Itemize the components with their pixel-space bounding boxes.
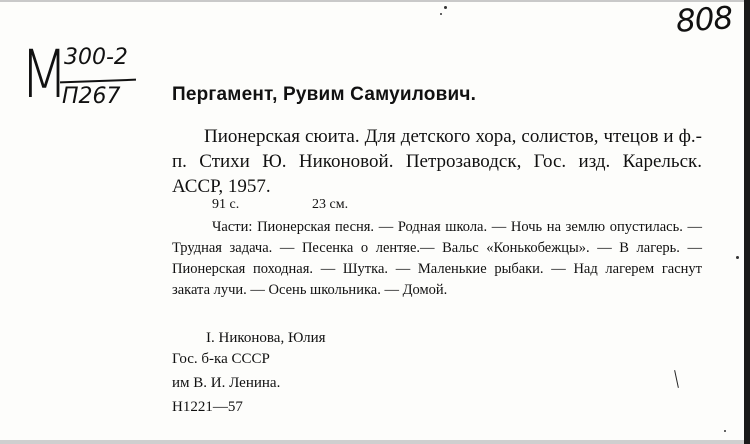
- scan-speck: [444, 6, 447, 9]
- contents-note: Части: Пионерская песня. — Родная школа. — Ночь на землю опустилась. — Трудная задача. — Песенка о лентяе.— Вальс «Конькобежцы». — В лагерь. — Пионерская походная. — Шутка. — Маленькие рыбаки. — Над лагерем гаснут заката лучи. — Осень школьника. — Домой.: [172, 219, 702, 298]
- library-name: Гос. б-ка СССР: [172, 351, 270, 367]
- author-heading: Пергамент, Рувим Самуилович.: [172, 84, 477, 105]
- scan-speck: [440, 13, 442, 15]
- card-top-edge: [0, 0, 750, 2]
- card-bottom-edge: [0, 440, 750, 444]
- card-right-edge: [744, 0, 750, 444]
- shelf-mark-bottom: П267: [62, 84, 121, 109]
- page-count: 91 с.: [212, 197, 240, 212]
- shelf-mark-divider: [60, 79, 136, 84]
- scan-speck: [724, 430, 726, 432]
- handwritten-card-number: 808: [674, 0, 734, 40]
- book-size: 23 см.: [312, 197, 349, 212]
- scan-speck: [736, 256, 739, 259]
- pencil-mark: [674, 370, 679, 388]
- card-control-number: Н1221—57: [172, 399, 243, 415]
- shelf-mark-letter: М: [20, 36, 69, 113]
- library-name-continued: им В. И. Ленина.: [172, 375, 281, 391]
- title-paragraph: Пионерская сюита. Для детского хора, солистов, чтецов и ф.-п. Стихи Ю. Никоновой. Петрозаводск, Гос. изд. Карельск. АССР, 1957.: [172, 126, 702, 197]
- tracing-entry: I. Никонова, Юлия: [206, 330, 326, 346]
- shelf-mark-top: 300-2: [64, 45, 128, 70]
